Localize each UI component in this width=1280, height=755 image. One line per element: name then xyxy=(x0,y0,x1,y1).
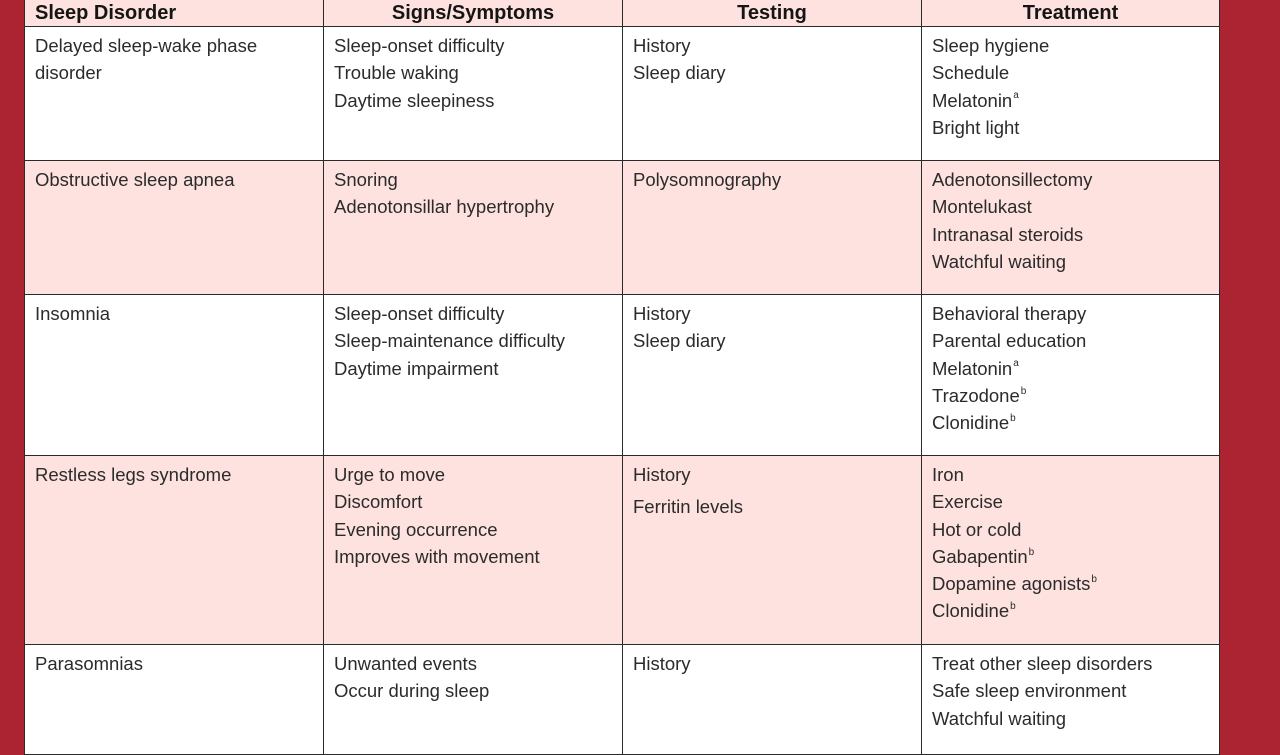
cell-treatment xyxy=(922,295,1220,456)
footnote-marker: b xyxy=(1028,546,1035,558)
treatment-text: Treat other sleep disorders xyxy=(932,653,1153,674)
cell-line xyxy=(932,87,1210,114)
cell-line: Occur during sleep xyxy=(334,680,490,702)
cell-line: Urge to move xyxy=(334,464,446,485)
cell-line: Obstructive sleep apnea xyxy=(35,169,235,190)
cell-disorder xyxy=(25,161,324,295)
cell-treatment xyxy=(922,27,1220,161)
cell-line: Delayed sleep-wake phase xyxy=(35,35,258,56)
cell-line xyxy=(932,677,1210,704)
treatment-text: Adenotonsillectomy xyxy=(932,169,1093,190)
treatment-text: Parental education xyxy=(932,330,1087,352)
cell-line xyxy=(932,382,1210,409)
table-row xyxy=(25,645,1220,755)
cell-disorder xyxy=(25,295,324,456)
treatment-text: Bright light xyxy=(932,116,1020,138)
cell-line: Daytime sleepiness xyxy=(334,89,495,111)
treatment-text: Melatonin xyxy=(932,89,1013,111)
cell-testing xyxy=(623,27,922,161)
cell-line xyxy=(932,300,1210,327)
treatment-text: Behavioral therapy xyxy=(932,303,1087,324)
cell-symptoms xyxy=(324,456,623,645)
cell-testing xyxy=(623,645,922,755)
treatment-text: Iron xyxy=(932,464,964,485)
cell-line: Sleep-onset difficulty xyxy=(334,303,505,324)
cell-line xyxy=(932,327,1210,354)
cell-line: Insomnia xyxy=(35,303,111,324)
footnote-marker: b xyxy=(1020,385,1027,397)
treatment-text: Intranasal steroids xyxy=(932,223,1084,245)
footnote-marker: a xyxy=(1013,358,1019,370)
cell-line: Sleep-onset difficulty xyxy=(334,35,505,56)
cell-line: History xyxy=(633,35,691,56)
footnote-marker: b xyxy=(1010,601,1016,613)
cell-line xyxy=(932,221,1210,248)
treatment-text: Exercise xyxy=(932,491,1003,513)
treatment-text: Schedule xyxy=(932,62,1010,84)
cell-line xyxy=(932,461,1210,488)
cell-disorder xyxy=(25,645,324,755)
cell-line xyxy=(932,59,1210,86)
cell-line: Restless legs syndrome xyxy=(35,464,232,485)
cell-line: Sleep diary xyxy=(633,62,726,84)
cell-line xyxy=(932,166,1210,193)
cell-line xyxy=(932,32,1210,59)
header-treatment: Treatment xyxy=(922,0,1220,27)
header-sleep-disorder: Sleep Disorder xyxy=(25,0,324,27)
footnote-marker: b xyxy=(1091,574,1097,586)
cell-line: History xyxy=(633,653,691,674)
cell-line: Sleep diary xyxy=(633,330,726,352)
cell-line xyxy=(932,543,1210,570)
treatment-text: Clonidine xyxy=(932,600,1010,622)
footnote-marker: b xyxy=(1010,413,1016,425)
cell-line: Snoring xyxy=(334,169,398,190)
cell-line: Discomfort xyxy=(334,491,423,513)
cell-line xyxy=(932,650,1210,677)
table-row xyxy=(25,161,1220,295)
cell-line xyxy=(932,570,1210,597)
treatment-text: Dopamine agonists xyxy=(932,573,1091,595)
cell-line xyxy=(932,488,1210,515)
cell-treatment xyxy=(922,161,1220,295)
cell-testing xyxy=(623,456,922,645)
cell-line xyxy=(932,409,1210,436)
treatment-text: Gabapentin xyxy=(932,545,1028,567)
cell-symptoms xyxy=(324,27,623,161)
cell-line xyxy=(932,516,1210,543)
cell-line: Improves with movement xyxy=(334,545,540,567)
cell-disorder xyxy=(25,456,324,645)
header-row xyxy=(25,0,1220,27)
cell-line xyxy=(932,114,1210,141)
treatment-text: Clonidine xyxy=(932,412,1010,434)
table-row xyxy=(25,295,1220,456)
cell-symptoms xyxy=(324,295,623,456)
sleep-disorders-table xyxy=(24,0,1220,755)
cell-line: Ferritin levels xyxy=(633,496,743,518)
cell-line: Polysomnography xyxy=(633,169,782,190)
cell-line xyxy=(932,597,1210,624)
treatment-text: Hot or cold xyxy=(932,518,1022,540)
header-signs-symptoms: Signs/Symptoms xyxy=(324,0,623,27)
cell-treatment xyxy=(922,645,1220,755)
cell-line: Evening occurrence xyxy=(334,518,498,540)
treatment-text: Montelukast xyxy=(932,196,1032,218)
cell-line: Unwanted events xyxy=(334,653,477,674)
cell-line: Sleep-maintenance difficulty xyxy=(334,330,566,352)
cell-testing xyxy=(623,295,922,456)
treatment-text: Trazodone xyxy=(932,384,1020,406)
header-testing: Testing xyxy=(623,0,922,27)
table-row xyxy=(25,456,1220,645)
cell-line: History xyxy=(633,303,691,324)
cell-disorder xyxy=(25,27,324,161)
treatment-text: Melatonin xyxy=(932,357,1013,379)
cell-line: Daytime impairment xyxy=(334,357,499,379)
cell-line xyxy=(932,705,1210,732)
cell-line: Adenotonsillar hypertrophy xyxy=(334,196,555,218)
cell-line: Parasomnias xyxy=(35,653,143,674)
cell-line: Trouble waking xyxy=(334,62,459,84)
cell-line xyxy=(932,355,1210,382)
cell-line: disorder xyxy=(35,62,102,84)
treatment-text: Safe sleep environment xyxy=(932,680,1127,702)
treatment-text: Sleep hygiene xyxy=(932,35,1050,56)
cell-treatment xyxy=(922,456,1220,645)
treatment-text: Watchful waiting xyxy=(932,707,1067,729)
cell-line xyxy=(932,193,1210,220)
footnote-marker: a xyxy=(1013,90,1019,102)
cell-line xyxy=(932,248,1210,275)
cell-line: History xyxy=(633,464,691,485)
treatment-text: Watchful waiting xyxy=(932,250,1067,272)
cell-symptoms xyxy=(324,161,623,295)
cell-symptoms xyxy=(324,645,623,755)
table-row xyxy=(25,27,1220,161)
cell-testing xyxy=(623,161,922,295)
